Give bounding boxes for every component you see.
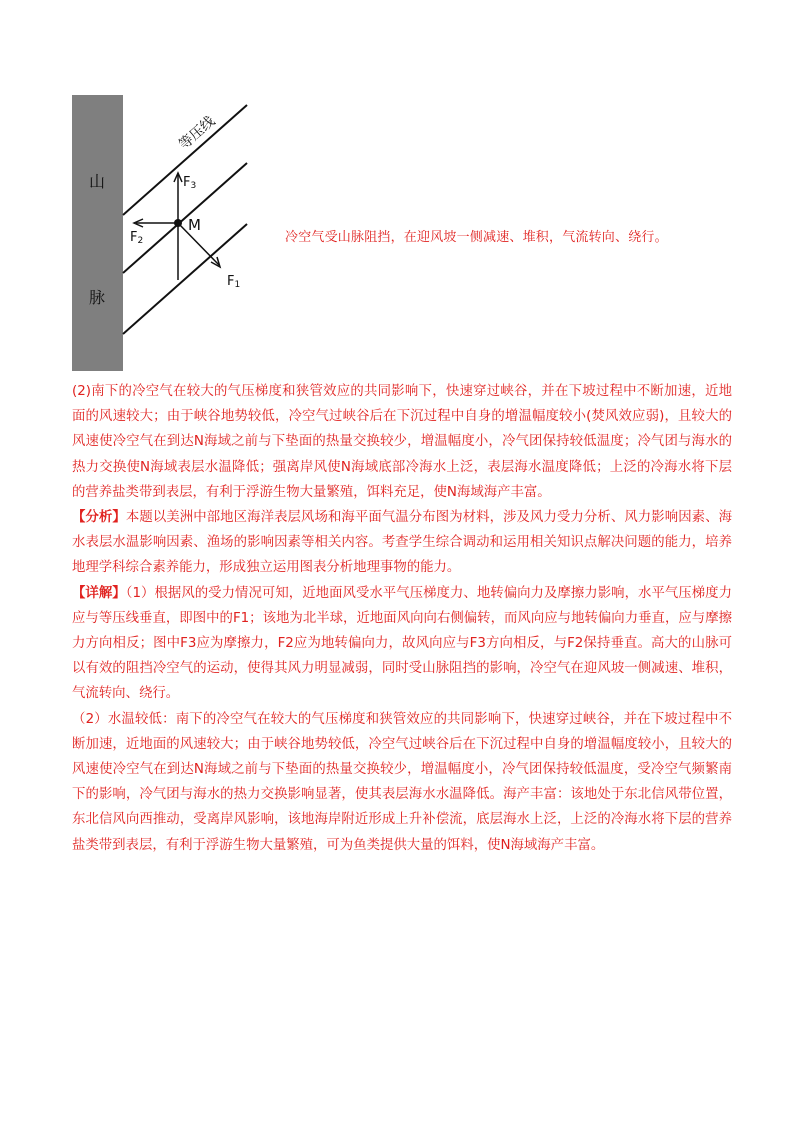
answer-text (72, 379, 732, 858)
f1-label: F1 (227, 274, 241, 290)
mountain-block (72, 95, 123, 371)
f2-label: F2 (130, 230, 144, 246)
detail-tag: 【详解】 (72, 585, 126, 601)
force-diagram-svg (70, 95, 260, 375)
f3-label: F3 (183, 175, 197, 191)
answer-part-2: (2)南下的冷空气在较大的气压梯度和狭管效应的共同影响下，快速穿过峡谷，并在下坡过程中不断加速，近地面的风速较大；由于峡谷地势较低，冷空气过峡谷后在下沉过程中自身的增温幅度较小(焚风效应弱)，且较大的风速使冷空气在到达N海域之前与下垫面的热量交换较少，增温幅度小，冷气团保持较低温度；冷气团与海水的热力交换使N海域表层水温降低；强离岸风使N海域底部冷海水上泛，表层海水温度降低；上泛的冷海水将下层的营养盐类带到表层，有利于浮游生物大量繁殖，饵料充足，使N海域海产丰富。 (72, 384, 732, 500)
force-diagram (70, 95, 260, 375)
detail-part-2: （2）水温较低：南下的冷空气在较大的气压梯度和狭管效应的共同影响下，快速穿过峡谷，并在下坡过程中不断加速，近地面的风速较大；由于峡谷地势较低，冷空气过峡谷后在下沉过程中自身的增温幅度较小，且较大的风速使冷空气在到达N海域之前与下垫面的热量交换较少，增温幅度小，冷气团保持较低温度，受冷空气频繁南下的影响，冷气团与海水的热力交换影响显著，使其表层海水水温降低。海产丰富：该地处于东北信风带位置，东北信风向西推动，受离岸风影响，该地海岸附近形成上升补偿流，底层海水上泛，上泛的冷海水将下层的营养盐类带到表层，有利于浮游生物大量繁殖，可为鱼类提供大量的饵料，使N海域海产丰富。 (72, 711, 732, 853)
mountain-label-bottom: 脉 (88, 288, 106, 307)
analysis-text: 本题以美洲中部地区海洋表层风场和海平面气温分布图为材料，涉及风力受力分析、风力影响因素、海水表层水温影响因素、渔场的影响因素等相关内容。考查学生综合调动和运用相关知识点解决问题的能力，培养地理学科综合素养能力，形成独立运用图表分析地理事物的能力。 (72, 510, 733, 576)
figure-caption: 冷空气受山脉阻挡，在迎风坡一侧减速、堆积，气流转向、绕行。 (285, 230, 668, 245)
detail-paragraph (72, 581, 732, 707)
isobar-label: 等压线 (176, 113, 219, 154)
isobar-line-1 (123, 105, 247, 215)
mountain-label-top: 山 (88, 172, 106, 191)
detail-text: （1）根据风的受力情况可知，近地面风受水平气压梯度力、地转偏向力及摩擦力影响，水平气压梯度力应与等压线垂直，即图中的F1；该地为北半球，近地面风向向右侧偏转，而风向应与地转偏向力垂直，应与摩擦力方向相反；图中F3应为摩擦力，F2应为地转偏向力，故风向应与F3方向相反，与F2保持垂直。高大的山脉可以有效的阻挡冷空气的运动，使得其风力明显减弱，同时受山脉阻挡的影响，冷空气在迎风坡一侧减速、堆积，气流转向、绕行。 (72, 585, 732, 702)
analysis-paragraph (72, 505, 732, 581)
analysis-tag: 【分析】 (72, 510, 126, 526)
point-m-label: M (188, 216, 201, 234)
